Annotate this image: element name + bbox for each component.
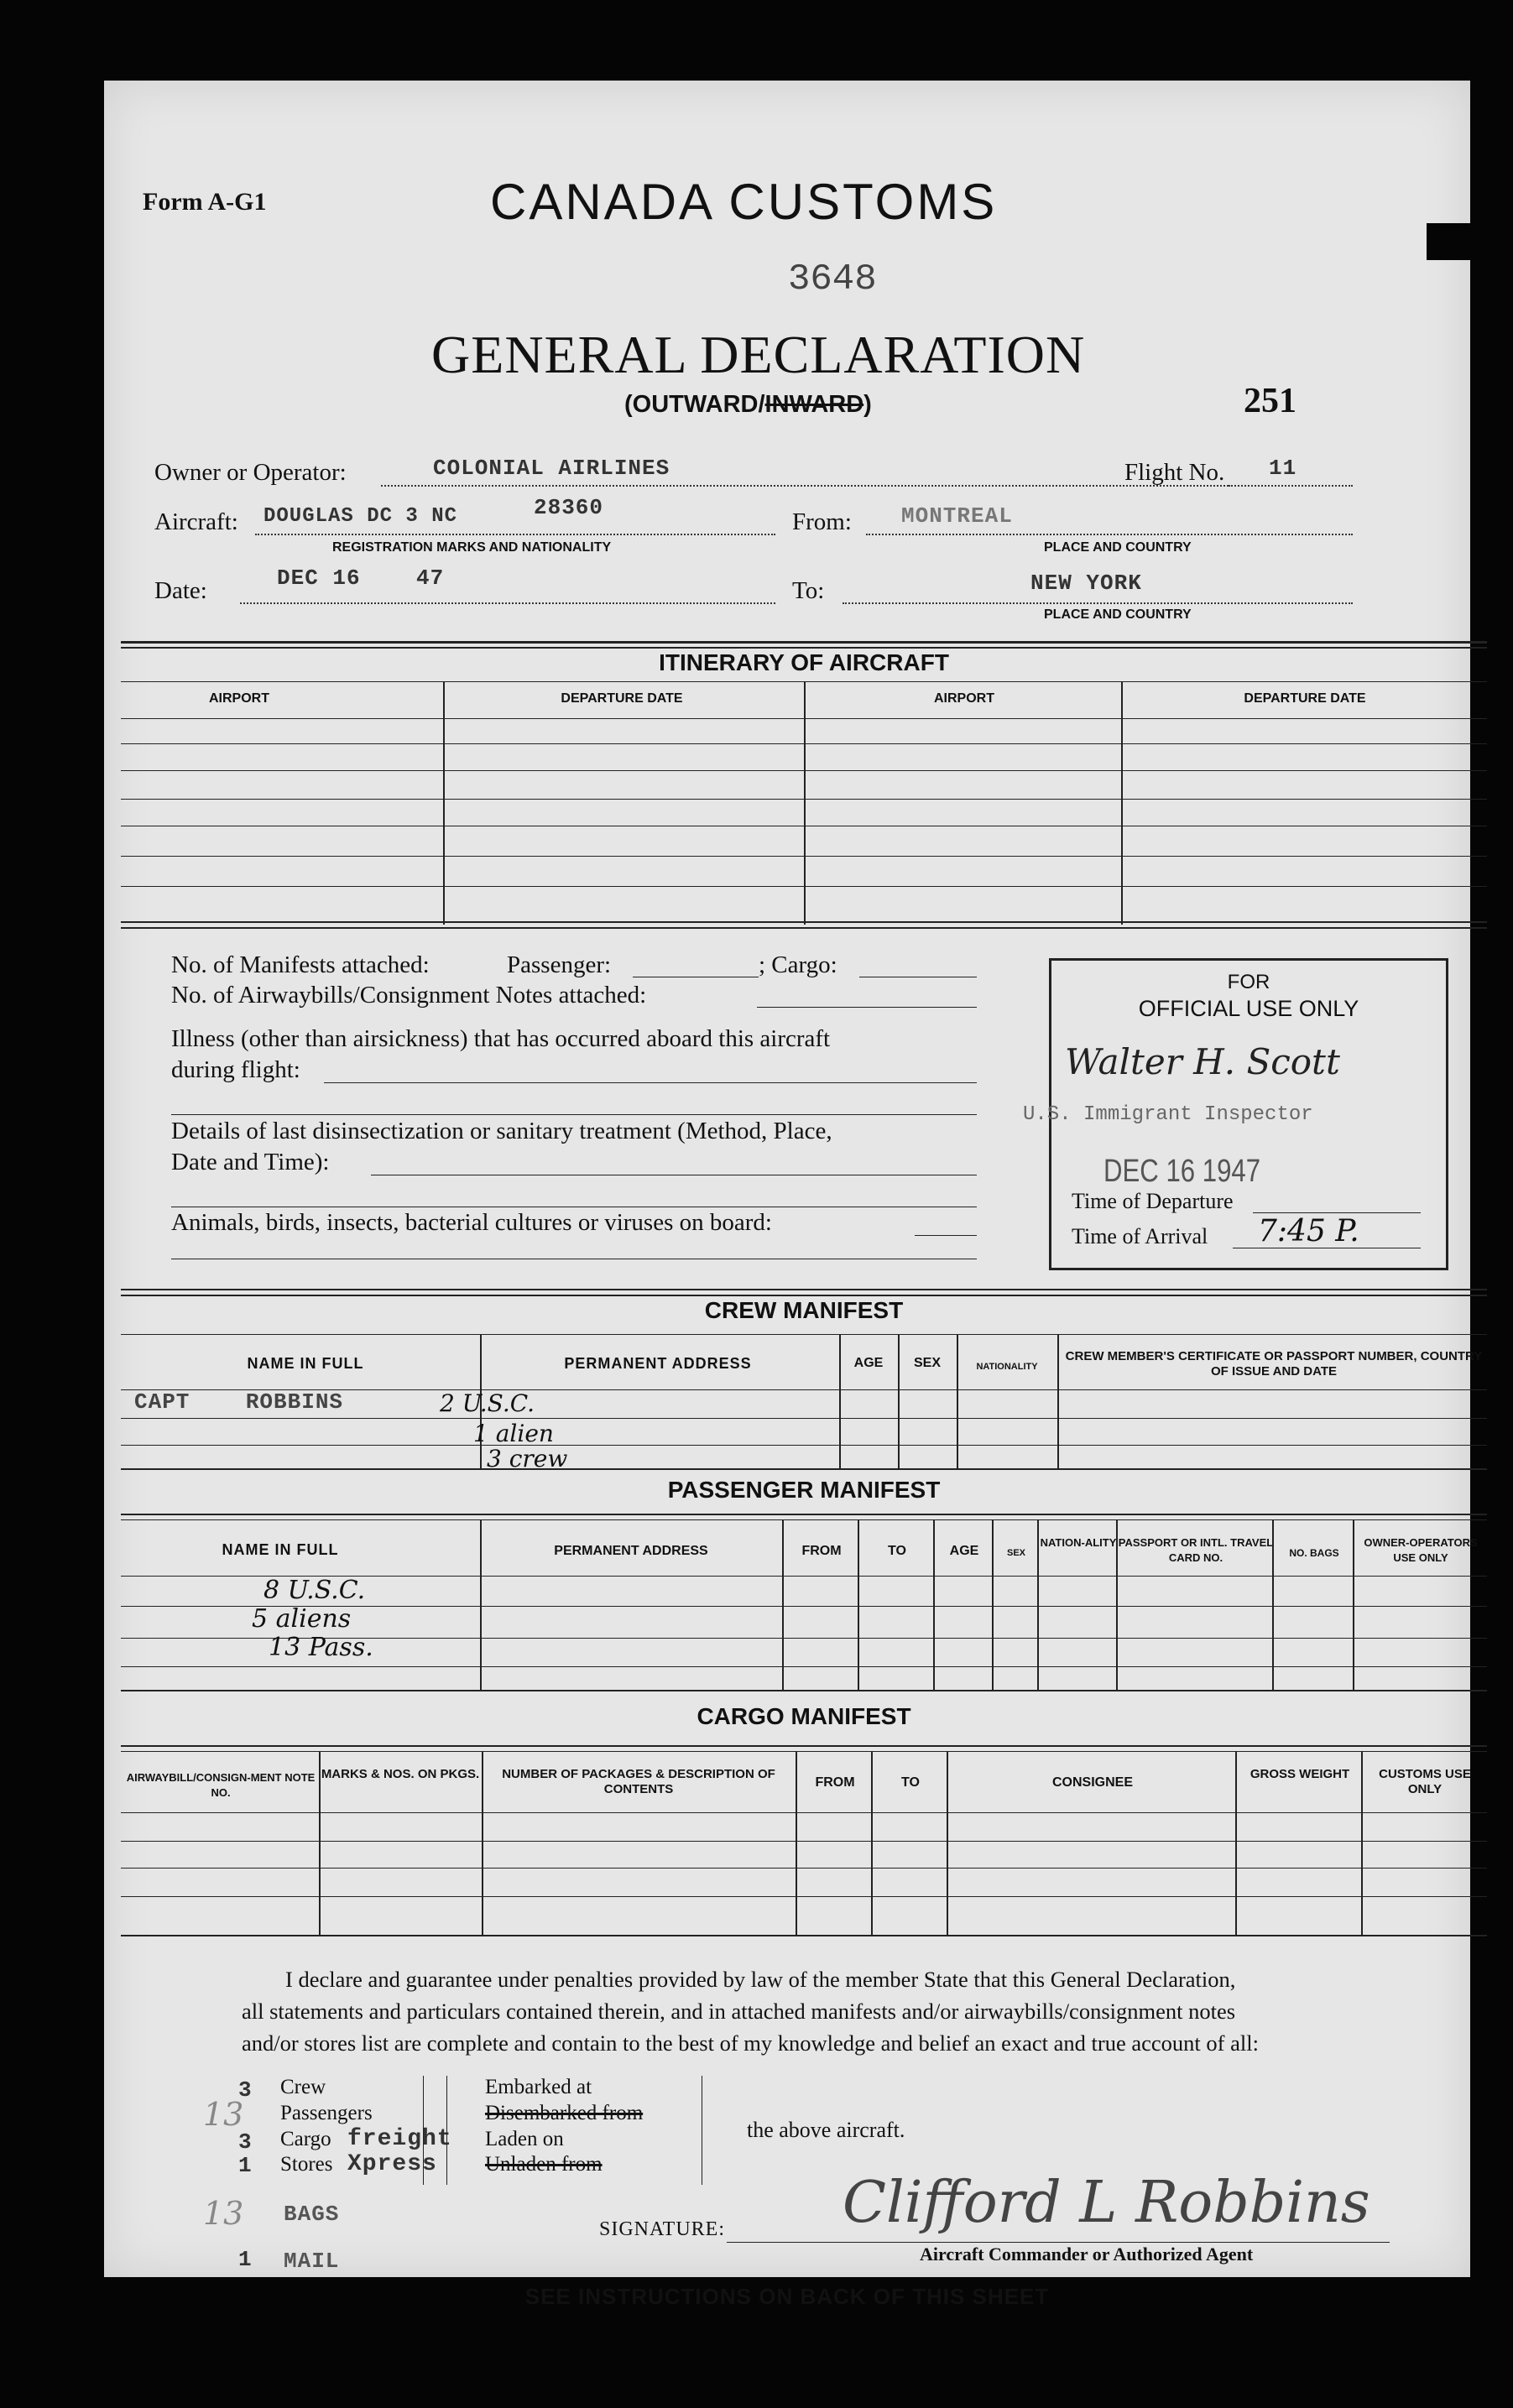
direction-inward: INWARD — [764, 391, 864, 418]
arrival-time-value: 7:45 P. — [1258, 1214, 1359, 1248]
mail-label: MAIL — [284, 2249, 340, 2274]
passenger-count-label: Passenger: — [507, 951, 612, 978]
stores-type: Xpress — [347, 2151, 437, 2177]
passenger-col-owner: OWNER-OPERATORS USE ONLY — [1364, 1536, 1478, 1564]
crew-col-address: PERMANENT ADDRESS — [564, 1355, 752, 1372]
flight-value: 11 — [1269, 456, 1297, 481]
declaration-line-1: I declare and guarantee under penalties provided by law of the member State that this General Declaration, — [285, 1967, 1236, 1992]
cargo-col-to: TO — [901, 1775, 920, 1790]
footer-instructions: SEE INSTRUCTIONS ON BACK OF THIS SHEET — [524, 2284, 1050, 2309]
cargo-manifest-title: CARGO MANIFEST — [697, 1703, 911, 1729]
declaration-line-3: and/or stores list are complete and contain to the best of my knowledge and belief an exact and true account of all: — [242, 2030, 1259, 2056]
date-label: Date: — [154, 577, 207, 604]
passenger-col-address: PERMANENT ADDRESS — [554, 1544, 708, 1558]
declaration-line-2: all statements and particulars contained therein, and in attached manifests and/or airwaybills/consignment notes — [242, 1999, 1236, 2024]
cargo-type: freight — [347, 2126, 452, 2152]
owner-label: Owner or Operator: — [154, 459, 347, 486]
itinerary-col-departure-1: DEPARTURE DATE — [561, 691, 683, 706]
departure-time-label: Time of Departure — [1072, 1189, 1234, 1213]
manifests-label: No. of Manifests attached: — [171, 951, 430, 978]
cargo-col-from: FROM — [815, 1775, 855, 1790]
itinerary-col-airport-2: AIRPORT — [934, 691, 994, 706]
animals-label: Animals, birds, insects, bacterial cultures or viruses on board: — [171, 1209, 772, 1236]
flight-label: Flight No. — [1124, 459, 1225, 486]
passenger-col-name: NAME IN FULL — [222, 1541, 339, 1558]
illness-label-2: during flight: — [171, 1056, 300, 1083]
itinerary-col-airport-1: AIRPORT — [209, 691, 269, 706]
passenger-col-age: AGE — [949, 1544, 979, 1558]
cargo-col-airwaybill: AIRWAYBILL/CONSIGN-MENT NOTE NO. — [126, 1771, 316, 1799]
from-label: From: — [792, 508, 852, 535]
aircraft-value: DOUGLAS DC 3 NC — [263, 505, 458, 528]
passengers-summary-label: Passengers — [280, 2102, 373, 2124]
passenger-col-nationality: NATION-ALITY — [1040, 1536, 1117, 1549]
binder-tab — [1427, 223, 1513, 260]
crew-manifest-title: CREW MANIFEST — [704, 1297, 904, 1323]
aircraft-label: Aircraft: — [154, 508, 238, 535]
page-number: 251 — [1244, 382, 1296, 420]
direction-slash: / — [758, 391, 765, 418]
passenger-manifest-title: PASSENGER MANIFEST — [667, 1477, 941, 1503]
crew-count: 3 — [238, 2077, 253, 2103]
bags-count: 13 — [203, 2195, 244, 2232]
unladen-label: Unladen from — [485, 2153, 603, 2176]
passenger-col-from: FROM — [801, 1544, 842, 1558]
crew-col-age: AGE — [853, 1356, 884, 1370]
cargo-col-packages: NUMBER OF PACKAGES & DESCRIPTION OF CONTENTS — [502, 1767, 775, 1796]
agency-title: CANADA CUSTOMS — [490, 174, 998, 230]
cargo-col-consignee: CONSIGNEE — [1051, 1775, 1133, 1790]
official-use-box — [1023, 958, 1448, 1270]
crew-note-2: 1 alien — [473, 1420, 554, 1447]
document-title: GENERAL DECLARATION — [431, 325, 1086, 384]
form-label: Form A-G1 — [143, 188, 267, 216]
inspector-stamp: U.S. Immigrant Inspector — [1023, 1103, 1313, 1126]
cargo-col-marks: MARKS & NOS. ON PKGS. — [321, 1767, 480, 1781]
owner-value: COLONIAL AIRLINES — [433, 456, 670, 481]
inspector-signature: Walter H. Scott — [1065, 1041, 1340, 1082]
cargo-col-weight: GROSS WEIGHT — [1250, 1767, 1350, 1781]
stores-count: 1 — [238, 2153, 253, 2178]
signature-caption: Aircraft Commander or Authorized Agent — [920, 2244, 1254, 2265]
cargo-count: 3 — [238, 2129, 253, 2155]
cargo-summary-label: Cargo — [280, 2128, 331, 2150]
crew-col-sex: SEX — [913, 1356, 941, 1370]
bags-label: BAGS — [284, 2202, 340, 2227]
laden-label: Laden on — [485, 2128, 564, 2150]
crew-note-3: 3 crew — [487, 1445, 568, 1472]
mail-count: 1 — [238, 2247, 253, 2272]
passenger-col-to: TO — [888, 1544, 906, 1558]
official-use-only: OFFICIAL USE ONLY — [1138, 996, 1359, 1021]
passenger-note-1: 8 U.S.C. — [263, 1576, 366, 1605]
place-caption-from: PLACE AND COUNTRY — [1044, 540, 1192, 555]
from-value: MONTREAL — [901, 503, 1013, 529]
passengers-count: 13 — [203, 2096, 244, 2133]
airwaybills-label: No. of Airwaybills/Consignment Notes attached: — [171, 982, 647, 1009]
crew-col-certificate: CREW MEMBER'S CERTIFICATE OR PASSPORT NUMBER, COUNTRY OF ISSUE AND DATE — [1065, 1349, 1483, 1379]
place-caption-to: PLACE AND COUNTRY — [1044, 607, 1192, 622]
aircraft-registration: 28360 — [534, 495, 604, 520]
illness-label-1: Illness (other than airsickness) that has occurred aboard this aircraft — [171, 1025, 831, 1052]
crew-col-nationality: NATIONALITY — [976, 1362, 1038, 1372]
stamp-number: 3648 — [788, 258, 877, 300]
stores-summary-label: Stores — [280, 2153, 333, 2176]
official-for: FOR — [1227, 971, 1270, 993]
itinerary-title: ITINERARY OF AIRCRAFT — [659, 649, 949, 675]
date-value: DEC 16 47 — [277, 566, 445, 591]
cargo-count-label: ; Cargo: — [759, 951, 837, 978]
date-stamp: DEC 16 1947 — [1103, 1154, 1261, 1189]
signature-label: SIGNATURE: — [599, 2218, 726, 2240]
disinsect-label-2: Date and Time): — [171, 1149, 330, 1175]
passenger-note-2: 5 aliens — [252, 1604, 352, 1634]
passenger-col-passport: PASSPORT OR INTL. TRAVEL CARD NO. — [1118, 1536, 1274, 1564]
passenger-col-sex: SEX — [1006, 1548, 1025, 1558]
crew-summary-label: Crew — [280, 2076, 326, 2098]
arrival-time-label: Time of Arrival — [1072, 1224, 1208, 1248]
crew-col-name: NAME IN FULL — [247, 1355, 364, 1372]
commander-signature: Clifford L Robbins — [843, 2170, 1370, 2236]
crew-name-value: CAPT ROBBINS — [134, 1389, 344, 1415]
passenger-col-bags: NO. BAGS — [1289, 1547, 1339, 1559]
to-value: NEW YORK — [1030, 571, 1142, 596]
disembarked-label: Disembarked from — [485, 2102, 644, 2124]
direction-close: ) — [863, 391, 872, 418]
disinsect-label-1: Details of last disinsectization or sanitary treatment (Method, Place, — [171, 1118, 832, 1144]
above-aircraft-text: the above aircraft. — [747, 2118, 905, 2142]
to-label: To: — [792, 577, 825, 604]
crew-note-1: 2 U.S.C. — [440, 1389, 535, 1417]
itinerary-col-departure-2: DEPARTURE DATE — [1244, 691, 1366, 706]
passenger-note-3: 13 Pass. — [269, 1633, 373, 1662]
cargo-col-customs: CUSTOMS USE ONLY — [1379, 1767, 1471, 1796]
direction-line — [624, 391, 872, 419]
embarked-label: Embarked at — [485, 2076, 592, 2098]
registration-caption: REGISTRATION MARKS AND NATIONALITY — [332, 540, 612, 555]
declaration-form — [104, 81, 1483, 2309]
direction-outward: (OUTWARD — [624, 391, 759, 418]
